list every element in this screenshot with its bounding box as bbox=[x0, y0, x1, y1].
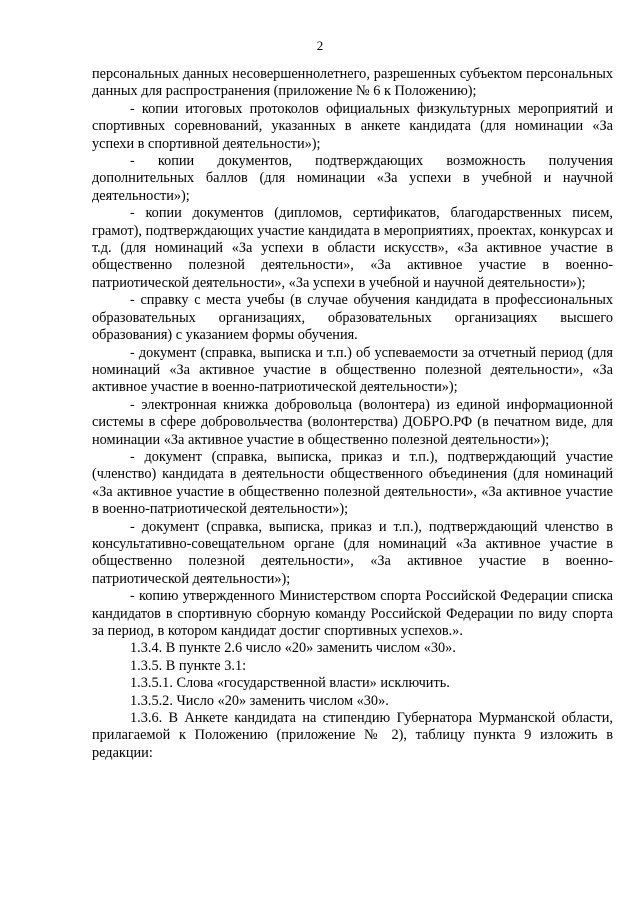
paragraph-item-1-3-5-2: 1.3.5.2. Число «20» заменить числом «30». bbox=[130, 692, 389, 709]
paragraph-national-team-list: - копию утвержденного Министерством спорта Российской Федерации списка кандидатов в спортивную сборную команду Российской Федерации по виду спорта за период, в котором кандидат достиг спортивных успехов.». bbox=[92, 588, 613, 639]
page-number: 2 bbox=[316, 38, 324, 53]
paragraph-item-1-3-4: 1.3.4. В пункте 2.6 число «20» заменить числом «30». bbox=[130, 640, 456, 657]
paragraph-item-1-3-6: 1.3.6. В Анкете кандидата на стипендию Губернатора Мурманской области, прилагаемой к Положению (приложение № 2), таблицу пункта 9 изложить в редакции: bbox=[92, 710, 613, 761]
paragraph-public-association: - документ (справка, выписка, приказ и т.п.), подтверждающий участие (членство) кандидата в деятельности общественного объединения (для номинаций «За активное участие в общественно полезной деятельности», «За активное участие в военно-патриотической деятельности»); bbox=[92, 448, 613, 518]
paragraph-diplomas-certificates: - копии документов (дипломов, сертификатов, благодарственных писем, грамот), подтверждающих участие кандидата в мероприятиях, проектах, конкурсах и т.д. (для номинаций «За успехи в области искусств», «За активное участие в общественно полезной деятельности», «За активное участие в военно-патриотической деятельности», «За успехи в учебной и научной деятельности»); bbox=[92, 205, 613, 291]
paragraph-item-1-3-5-1: 1.3.5.1. Слова «государственной власти» исключить. bbox=[130, 675, 450, 692]
paragraph-item-1-3-5: 1.3.5. В пункте 3.1: bbox=[130, 657, 247, 674]
paragraph-study-certificate: - справку с места учебы (в случае обучения кандидата в профессиональных образовательных организациях, образовательных организациях высшего образования) с указанием формы обучения. bbox=[92, 292, 613, 344]
paragraph-extra-points-docs: - копии документов, подтверждающих возможность получения дополнительных баллов (для номинации «За успехи в учебной и научной деятельности»); bbox=[92, 153, 613, 204]
paragraph-academic-performance: - документ (справка, выписка и т.п.) об успеваемости за отчетный период (для номинаций «За активное участие в общественно полезной деятельности», «За активное участие в военно-патриотической деятельности»); bbox=[92, 344, 613, 396]
paragraph-advisory-body: - документ (справка, выписка, приказ и т.п.), подтверждающий членство в консультативно-совещательном органе (для номинаций «За активное участие в общественно полезной деятельности», «За активное участие в военно-патриотической деятельности»); bbox=[92, 518, 613, 587]
document-body bbox=[92, 66, 613, 762]
paragraph-volunteer-book: - электронная книжка добровольца (волонтера) из единой информационной системы в сфере добровольчества (волонтерства) ДОБРО.РФ (в печатном виде, для номинации «За активное участие в общественно полезной деятельности»); bbox=[92, 396, 613, 448]
paragraph-consent-continuation: персональных данных несовершеннолетнего, разрешенных субъектом персональных данных для распространения (приложение № 6 к Положению); bbox=[92, 66, 613, 100]
paragraph-sports-protocols: - копии итоговых протоколов официальных физкультурных мероприятий и спортивных соревнований, указанных в анкете кандидата (для номинации «За успехи в спортивной деятельности»); bbox=[92, 100, 613, 152]
